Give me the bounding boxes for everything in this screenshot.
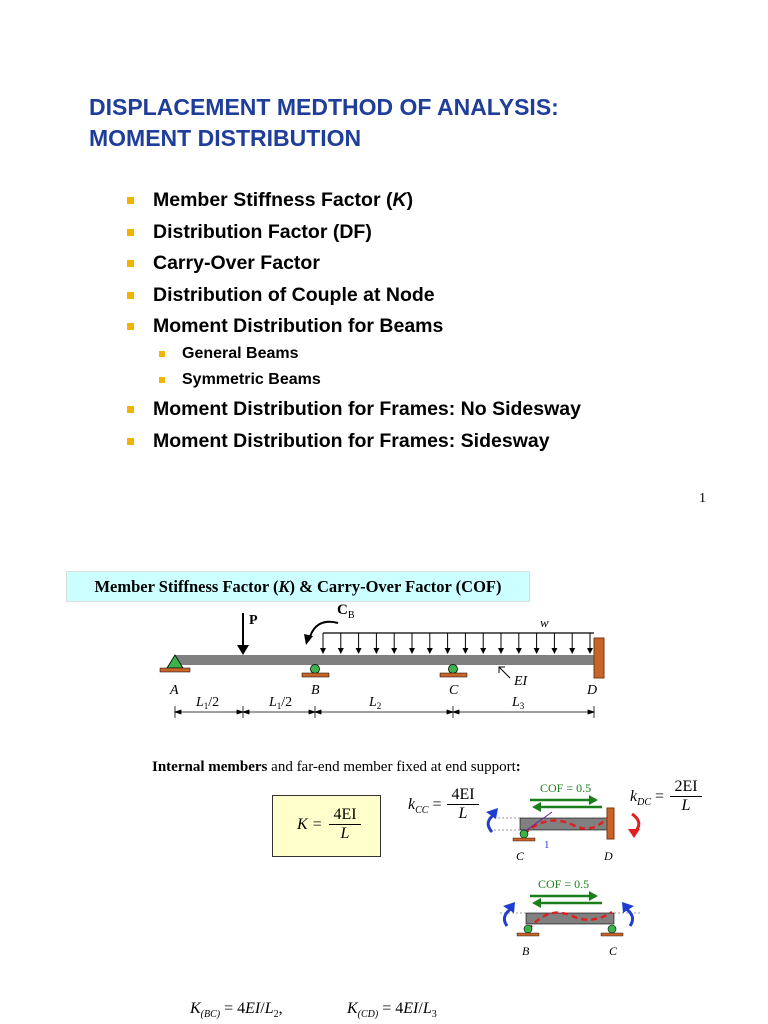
udl-arrowhead xyxy=(462,648,468,654)
list-item-italic: K xyxy=(392,189,407,211)
k-bc-formula xyxy=(190,1000,283,1020)
kdc-fraction xyxy=(670,778,702,815)
ei-pointer xyxy=(499,667,510,678)
udl-arrowhead xyxy=(551,648,557,654)
dim-label-L1-half xyxy=(195,695,219,711)
dim-tail: /2 xyxy=(208,695,220,710)
udl-arrowhead xyxy=(338,648,344,654)
roller-C-small-2 xyxy=(608,925,616,933)
udl-arrowhead xyxy=(409,648,415,654)
red-arrowhead xyxy=(628,829,640,838)
couple-arrowhead xyxy=(304,634,313,645)
condition-bold: Internal members xyxy=(152,759,268,775)
diag2-label-C: C xyxy=(609,944,618,958)
diag1-label-D: D xyxy=(604,849,613,863)
kcc-sub: CC xyxy=(415,805,429,817)
kcc-lhs xyxy=(408,796,441,816)
k-bc-ei: EI xyxy=(245,1000,261,1017)
condition-text xyxy=(152,759,521,776)
cof-arrows-2 xyxy=(530,891,602,908)
kdc-num: 2EI xyxy=(670,778,702,797)
load-label-w: w xyxy=(540,615,549,630)
carry-over-diagrams xyxy=(470,770,650,970)
kcc-k: k xyxy=(408,796,416,813)
roller-support-B xyxy=(302,665,329,678)
udl-arrowhead xyxy=(498,648,504,654)
dim-sub: 1 xyxy=(276,701,282,711)
diag2-label-B: B xyxy=(522,944,530,958)
dim-label-L1-half-2 xyxy=(268,695,292,711)
list-item-text: Moment Distribution for Frames: Sidesway xyxy=(153,429,550,452)
udl-arrowhead xyxy=(320,648,326,654)
beam-member xyxy=(175,655,595,665)
k-bc-l: L xyxy=(264,1000,274,1017)
diag1-label-C: C xyxy=(516,849,525,863)
list-item-text: Distribution Factor (DF) xyxy=(153,220,372,243)
list-item-text: Member Stiffness Factor ( xyxy=(153,189,393,211)
k-bc-slash: / xyxy=(260,1000,265,1017)
udl-arrowhead xyxy=(480,648,486,654)
unit-rotation-label: 1 xyxy=(544,839,550,851)
list-item-text: ) xyxy=(406,189,414,211)
condition-colon: : xyxy=(515,759,521,775)
ei-label: EI xyxy=(514,674,528,689)
cof-label-2: COF = 0.5 xyxy=(538,877,590,891)
roller-base xyxy=(601,933,623,936)
k-bc-lsub: 2 xyxy=(273,1009,279,1021)
udl-arrowhead xyxy=(516,648,522,654)
formula-den: L xyxy=(340,825,350,842)
dim-sub: 1 xyxy=(203,701,209,711)
k-bc-rhs: = 4 xyxy=(220,1000,246,1017)
formula-num: 4EI xyxy=(329,806,361,825)
roller-B-small xyxy=(524,925,532,933)
dim-sub: 3 xyxy=(519,701,525,711)
couple-label-sub: B xyxy=(347,610,355,621)
kdc-eq: = xyxy=(651,788,665,805)
dim-main: L xyxy=(269,695,277,710)
udl-arrowhead xyxy=(587,648,593,654)
roller-base xyxy=(513,838,535,841)
udl-arrowhead xyxy=(391,648,397,654)
list-item-text: Carry-Over Factor xyxy=(153,252,320,275)
banner-text: ) & Carry-Over Factor (COF) xyxy=(289,577,502,596)
dim-main: L xyxy=(512,695,520,710)
k-bc-sub: (BC) xyxy=(200,1009,221,1021)
kcc-num: 4EI xyxy=(447,786,479,805)
dimension-line xyxy=(175,706,594,718)
list-item-text: General Beams xyxy=(182,344,299,362)
udl-arrowhead xyxy=(534,648,540,654)
udl-arrowhead xyxy=(373,648,379,654)
k-cd-sub: (CD) xyxy=(357,1009,379,1021)
dim-label-L3 xyxy=(511,695,525,711)
couple-label-main: C xyxy=(337,602,348,618)
kcc-den: L xyxy=(458,805,468,822)
dim-sub: 2 xyxy=(376,701,382,711)
list-item-text: Moment Distribution for Beams xyxy=(153,315,444,338)
list-item-text: Symmetric Beams xyxy=(182,370,321,388)
roller-C-small xyxy=(520,830,528,838)
list-item-text: Moment Distribution for Frames: No Sidesway xyxy=(153,397,581,420)
fixed-support-D-small xyxy=(607,808,614,839)
load-label-P: P xyxy=(249,613,258,628)
k-cd-slash: / xyxy=(418,1000,423,1017)
formula-lhs: K = xyxy=(297,816,323,833)
fixed-support-D xyxy=(594,638,604,678)
cof-label-1: COF = 0.5 xyxy=(540,781,592,795)
title-line-2: MOMENT DISTRIBUTION xyxy=(89,125,362,151)
distributed-load xyxy=(320,633,594,654)
dim-label-L2 xyxy=(368,695,381,711)
cof-arrows-1 xyxy=(530,795,602,812)
point-load-arrow xyxy=(237,613,249,655)
formula-fraction xyxy=(329,806,361,843)
k-cd-lsub: 3 xyxy=(431,1009,437,1021)
list-item-text: Distribution of Couple at Node xyxy=(153,283,435,306)
dim-tail: /2 xyxy=(281,695,293,710)
udl-arrowhead xyxy=(427,648,433,654)
node-label-C: C xyxy=(449,683,459,698)
kdc-k: k xyxy=(630,788,638,805)
k-cd-ei: EI xyxy=(403,1000,419,1017)
k-cd-k: K xyxy=(347,1000,358,1017)
page-number: 1 xyxy=(699,491,706,506)
udl-arrowhead xyxy=(356,648,362,654)
roller-support-C xyxy=(440,665,467,678)
kdc-den: L xyxy=(681,797,691,814)
udl-arrowhead xyxy=(569,648,575,654)
banner-text: Member Stiffness Factor ( xyxy=(94,577,279,596)
node-label-B: B xyxy=(311,683,320,698)
node-label-A: A xyxy=(170,683,179,698)
roller-base xyxy=(517,933,539,936)
condition-rest: and far-end member fixed at end support xyxy=(267,759,516,775)
stiffness-formula-box xyxy=(272,795,381,857)
k-cd-l: L xyxy=(422,1000,432,1017)
k-bc-k: K xyxy=(190,1000,201,1017)
couple-label xyxy=(337,602,355,621)
k-bc-end: , xyxy=(278,1000,283,1017)
kcc-eq: = xyxy=(428,796,442,813)
k-cd-rhs: = 4 xyxy=(378,1000,404,1017)
banner-italic: K xyxy=(278,577,290,596)
title-line-1: DISPLACEMENT MEDTHOD OF ANALYSIS: xyxy=(89,94,559,120)
k-cd-formula xyxy=(347,1000,437,1020)
dim-main: L xyxy=(369,695,377,710)
node-label-D: D xyxy=(587,683,598,698)
dim-main: L xyxy=(196,695,204,710)
kdc-sub: DC xyxy=(637,797,652,809)
udl-arrowhead xyxy=(445,648,451,654)
